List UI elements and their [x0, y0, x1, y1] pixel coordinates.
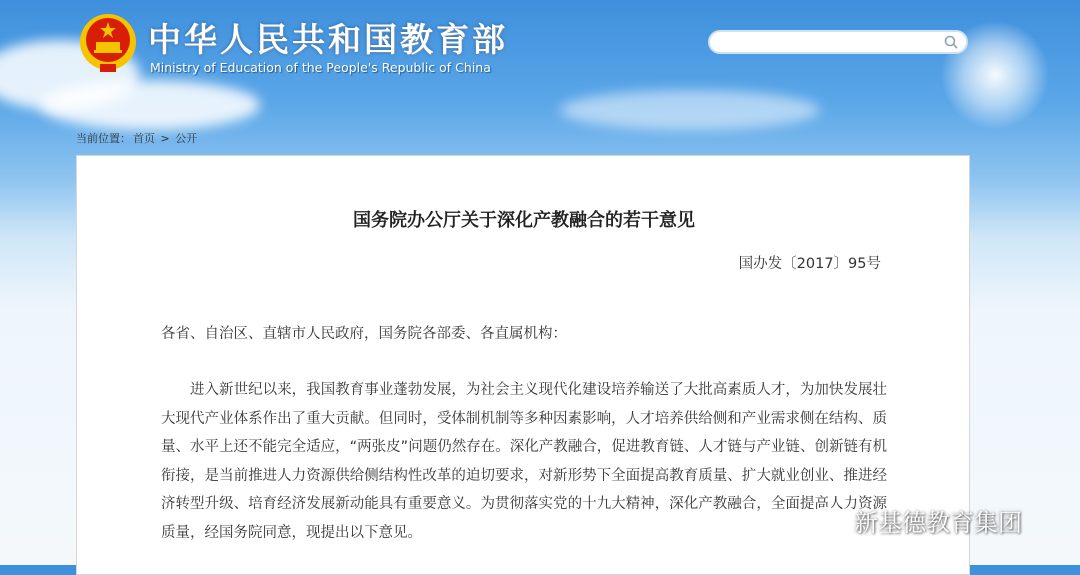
- document-title: 国务院办公厅关于深化产教融合的若干意见: [353, 210, 695, 231]
- site-title[interactable]: 中华人民共和国教育部: [148, 20, 508, 59]
- search-input[interactable]: [720, 32, 944, 54]
- site-subtitle: Ministry of Education of the People's Republic of China: [150, 60, 491, 75]
- breadcrumb-current-link[interactable]: 公开: [175, 132, 198, 145]
- document-paragraph: 进入新世纪以来，我国教育事业蓬勃发展，为社会主义现代化建设培养输送了大批高素质人才，为加快发展壮大现代产业体系作出了重大贡献。但同时，受体制机制等多种因素影响，人才培养供给侧和产业需求侧在结构、质量、水平上还不能完全适应，“两张皮”问题仍然存在。深化产教融合，促进教育链、人才链与产业链、创新链有机衔接，是当前推进人力资源供给侧结构性改革的迫切要求，对新形势下全面提高教育质量、扩大就业创业、推进经济转型升级、培育经济发展新动能具有重要意义。为贯彻落实党的十九大精神，深化产教融合，全面提高人力资源质量，经国务院同意，现提出以下意见。: [161, 382, 887, 541]
- site-header: [0, 0, 1080, 125]
- national-emblem-icon[interactable]: [78, 12, 138, 74]
- document-salutation: 各省、自治区、直辖市人民政府，国务院各部委、各直属机构：: [161, 326, 567, 342]
- breadcrumb-separator: >: [160, 132, 170, 145]
- watermark: [812, 503, 1022, 538]
- document-number: 国办发〔2017〕95号: [738, 256, 881, 272]
- search-icon[interactable]: [944, 35, 958, 49]
- wechat-icon: [812, 506, 848, 536]
- watermark-text: 新基德教育集团: [854, 509, 1022, 537]
- breadcrumb: [76, 130, 199, 146]
- breadcrumb-home-link[interactable]: 首页: [133, 132, 155, 145]
- breadcrumb-label: 当前位置：: [76, 132, 131, 145]
- search-box[interactable]: [708, 30, 968, 54]
